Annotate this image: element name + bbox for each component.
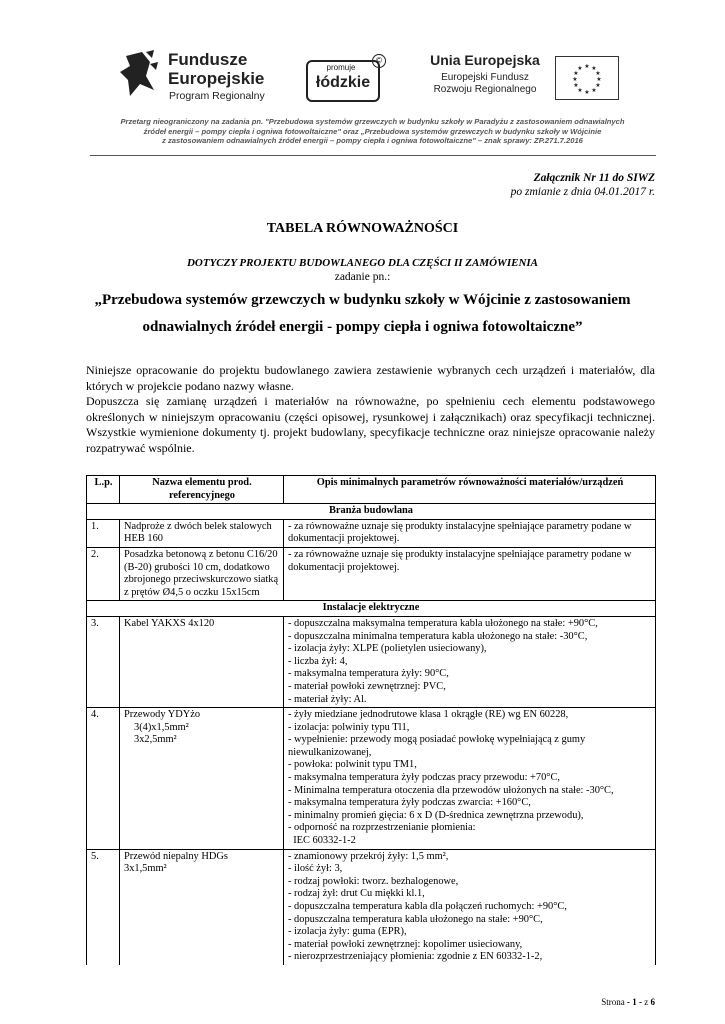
- desc-line: - dopuszczalna temperatura kabla ułożonego na stałe: +90°C,: [288, 913, 543, 925]
- row-lp: 5.: [87, 849, 120, 965]
- desc-line: - materiał powłoki zewnętrznej: PVC,: [288, 680, 446, 692]
- svg-text:★: ★: [584, 89, 590, 96]
- desc-line: niewulkanizowanej,: [288, 746, 372, 758]
- desc-line: - minimalny promień gięcia: 6 x D (D-średnica zewnętrzna przewodu),: [288, 809, 584, 821]
- desc-line: IEC 60332-1-2: [288, 835, 356, 847]
- document-title: TABELA RÓWNOWAŻNOŚCI: [266, 221, 459, 236]
- unia-europejska-logo: [422, 52, 622, 104]
- header-element-name: Nazwa elementu prod. referencyjnego: [120, 476, 284, 504]
- equivalence-table: [86, 475, 656, 965]
- desc-line: - nierozprzestrzeniający płomienia: zgodnie z EN 60332-1-2,: [288, 951, 543, 963]
- row-description: [284, 708, 656, 850]
- fe-line2: Europejskie: [168, 69, 265, 88]
- desc-line: - izolacja: polwiniy typu Tl1,: [288, 721, 410, 733]
- table-row: [87, 519, 656, 547]
- name-line: Przewód niepalny HDGs: [124, 850, 228, 862]
- footer-page: - 1 -: [627, 997, 642, 1007]
- intro-paragraph-2: Dopuszcza się zamianę urządzeń i materiałów na równoważne, po spełnieniu cech elementu podstawowego określonych w niniejszym opracowaniu (części opisowej, rysunkowej i załącznikach) oraz specyfikacji technicznej. Wszystkie wymienione dokumenty tj. projekt budowlany, specyfikacje techniczne oraz niniejsze opracowanie należy rozpatrywać wspólnie.: [86, 394, 655, 455]
- svg-text:★: ★: [595, 70, 601, 77]
- copyright-icon: ©: [372, 54, 386, 68]
- footer-total: 6: [650, 997, 655, 1007]
- table-row: [87, 547, 656, 600]
- name-line: Przewody YDYżo: [124, 709, 201, 721]
- desc-line: - odporność na rozprzestrzenianie płomienia:: [288, 822, 476, 834]
- desc-line: - izolacja żyły: guma (EPR),: [288, 926, 407, 938]
- header-note-line1: Przetarg nieograniczony na zadania pn. "Przebudowa systemów grzewczych w budynku szkoły w Paradyżu z zastosowaniem odnawialnych: [120, 117, 625, 126]
- desc-line: - ilość żył: 3,: [288, 863, 343, 875]
- desc-line: - maksymalna temperatura żyły podczas pracy przewodu: +70°C,: [288, 772, 560, 784]
- desc-line: - rodzaj powłoki: tworz. bezhalogenowe,: [288, 875, 459, 887]
- row-element-name: [120, 708, 284, 850]
- attachment-date: po zmianie z dnia 04.01.2017 r.: [510, 186, 655, 198]
- ue-line2: Europejski Fundusz: [441, 72, 529, 83]
- section-construction-label: Branża budowlana: [87, 504, 656, 520]
- row-element-name: Kabel YAKXS 4x120: [120, 616, 284, 707]
- row-lp: 4.: [87, 708, 120, 850]
- desc-line: - Minimalna temperatura otoczenia dla przewodów ułożonych na stałe: -30°C,: [288, 784, 614, 796]
- header-lp: L.p.: [87, 476, 120, 504]
- row-lp: 3.: [87, 616, 120, 707]
- fe-line3: Program Regionalny: [169, 90, 265, 102]
- section-row-construction: [87, 504, 656, 520]
- svg-text:★: ★: [591, 87, 597, 94]
- attachment-info: [511, 171, 655, 199]
- desc-line: - dopuszczalna temperatura kabla dla połączeń ruchomych: +90°C,: [288, 901, 567, 912]
- task-label: zadanie pn.:: [334, 271, 391, 283]
- footer-sep: z: [644, 997, 649, 1007]
- row-element-name: Nadproże z dwóch belek stalowych HEB 160: [120, 519, 284, 547]
- desc-line: - znamionowy przekrój żyły: 1,5 mm²,: [288, 850, 449, 862]
- svg-text:★: ★: [577, 87, 583, 94]
- row-description: - za równoważne uznaje się produkty instalacyjne spełniające parametry podane w dokumentacji projektowej.: [284, 547, 656, 600]
- eu-flag-icon: [555, 56, 619, 100]
- lodz-line1: promuje: [326, 63, 356, 72]
- table-row: [87, 616, 656, 707]
- ue-line3: Rozwoju Regionalnego: [433, 84, 537, 95]
- svg-text:★: ★: [577, 65, 583, 72]
- desc-line: - dopuszczalna minimalna temperatura kabla ułożonego na stałe: -30°C,: [288, 630, 588, 642]
- name-line: 3x1,5mm²: [124, 863, 167, 875]
- header-divider: [90, 155, 656, 156]
- fe-line1: Fundusze: [168, 50, 248, 69]
- fundusze-europejskie-logo: [120, 46, 280, 104]
- row-element-name: Posadzka betonową z betonu C16/20 (B-20) grubości 10 cm, dodatkowo zbrojonego przeciwskurczowo siatką z prętów Ø4,5 o oczku 15x15cm: [120, 547, 284, 600]
- row-description: [284, 849, 656, 965]
- ue-line1: Unia Europejska: [430, 52, 540, 68]
- desc-line: - powłoka: polwinit typu TM1,: [288, 759, 417, 771]
- svg-text:★: ★: [596, 76, 602, 83]
- table-header-row: [87, 476, 656, 504]
- desc-line: - wypełnienie: przewody mogą posiadać powłokę wypełniającą z gumy: [288, 734, 586, 746]
- lodz-line2: łódzkie: [315, 74, 371, 91]
- table-row: [87, 708, 656, 850]
- attachment-title: Załącznik Nr 11 do SIWZ: [533, 172, 655, 184]
- intro-paragraph-1: Niniejsze opracowanie do projektu budowlanego zawiera zestawienie wybranych cech urządzeń i materiałów, dla których w projekcie podano nazwy własne.: [86, 363, 655, 393]
- promuje-lodzkie-logo: [306, 54, 382, 100]
- row-description: - za równoważne uznaje się produkty instalacyjne spełniające parametry podane w dokumentacji projektowej.: [284, 519, 656, 547]
- desc-line: - materiał powłoki zewnętrznej: kopolimer usieciowany,: [288, 938, 523, 950]
- svg-text:★: ★: [573, 70, 579, 77]
- tender-header-note: [90, 117, 655, 146]
- project-name-line2: odnawialnych źródeł energii - pompy ciepła i ogniwa fotowoltaiczne”: [142, 319, 583, 335]
- project-name-line1: „Przebudowa systemów grzewczych w budynku szkoły w Wójcinie z zastosowaniem: [94, 292, 631, 308]
- row-element-name: [120, 849, 284, 965]
- svg-text:★: ★: [573, 82, 579, 89]
- intro-text: [86, 363, 655, 456]
- name-line: 3x2,5mm²: [134, 734, 177, 746]
- header-note-line3: z zastosowaniem odnawialnych źródeł energii – pompy ciepła i ogniwa fotowoltaiczne" – znak sprawy: ZP.271.7.2016: [162, 136, 583, 146]
- row-lp: 1.: [87, 519, 120, 547]
- document-subtitle: DOTYCZY PROJEKTU BUDOWLANEGO DLA CZĘŚCI II ZAMÓWIENIA: [186, 257, 539, 269]
- row-lp: 2.: [87, 547, 120, 600]
- header-description: Opis minimalnych parametrów równoważności materiałów/urządzeń: [284, 476, 656, 504]
- desc-line: - żyły miedziane jednodrutowe klasa 1 okrągłe (RE) wg EN 60228,: [288, 709, 569, 721]
- svg-text:★: ★: [584, 63, 590, 70]
- desc-line: - maksymalna temperatura żyły podczas zwarcia: +160°C,: [288, 797, 531, 809]
- header-note-line2: źródeł energii – pompy ciepła i ogniwa fotowoltaiczne" oraz „Przebudowa systemów grzewczych w budynku szkoły w Wójcinie: [143, 126, 602, 136]
- svg-text:★: ★: [572, 76, 578, 83]
- page-footer: [601, 997, 655, 1007]
- table-row: [87, 849, 656, 965]
- section-electrical-label: Instalacje elektryczne: [87, 601, 656, 617]
- desc-line: - izolacja żyły: XLPE (polietylen usieciowany),: [288, 643, 487, 655]
- desc-line: - rodzaj żył: drut Cu miękki kl.1,: [288, 888, 425, 900]
- section-row-electrical: [87, 601, 656, 617]
- desc-line: - liczba żył: 4,: [288, 655, 348, 667]
- logo-bar: [0, 44, 725, 106]
- footer-label: Strona: [601, 997, 625, 1007]
- desc-line: - maksymalna temperatura żyły: 90°C,: [288, 668, 449, 680]
- fe-star-icon: [120, 50, 160, 98]
- desc-line: - dopuszczalna maksymalna temperatura kabla ułożonego na stałe: +90°C,: [288, 617, 598, 629]
- row-description: [284, 616, 656, 707]
- desc-line: - materiał żyły: Al.: [288, 693, 367, 705]
- svg-text:★: ★: [591, 65, 597, 72]
- name-line: 3(4)x1,5mm²: [134, 721, 189, 733]
- svg-text:★: ★: [595, 82, 601, 89]
